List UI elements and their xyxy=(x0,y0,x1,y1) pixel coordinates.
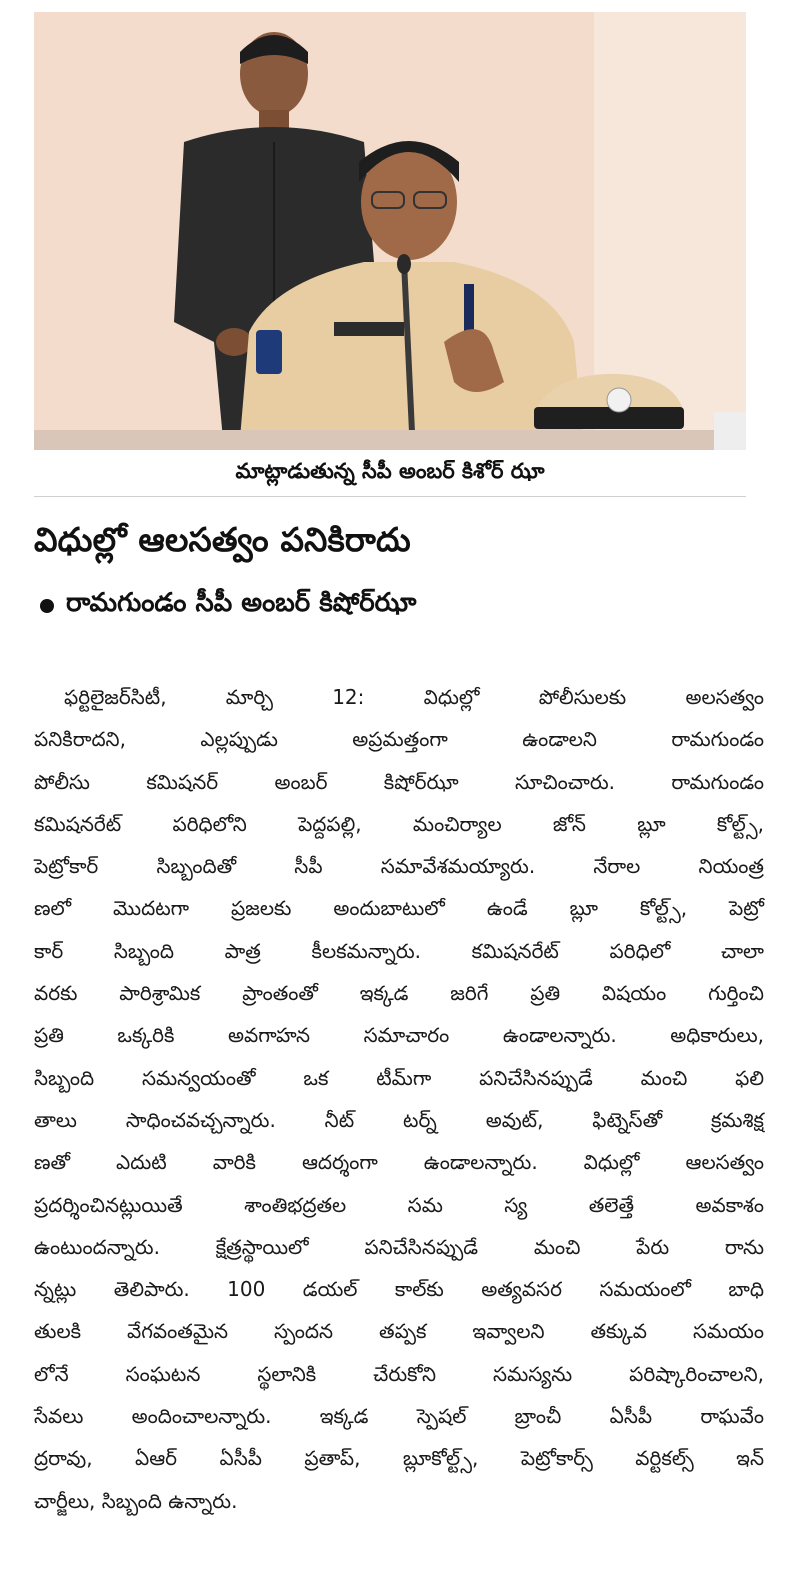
body-line: పెట్రోకార్ సిబ్బందితో సీపీ సమావేశమయ్యారు. నేరాల నియంత్ర xyxy=(34,854,764,879)
bullet-icon xyxy=(40,599,54,613)
body-line: ప్రదర్శించినట్లుయితే శాంతిభద్రతల సమ స్య తలెత్తే అవకాశం xyxy=(34,1192,764,1217)
body-line: లోనే సంఘటన స్థలానికి చేరుకోని సమస్యను పరిష్కారించాలని, xyxy=(34,1361,764,1386)
photo-illustration xyxy=(34,12,746,450)
subheadline-text: రామగుండం సీపీ అంబర్ కిషోర్‌ఝా xyxy=(66,588,417,618)
article-subheadline xyxy=(34,588,764,624)
body-line: కార్ సిబ్బంది పాత్ర కీలకమన్నారు. కమిషనరేట్ పరిధిలో చాలా xyxy=(34,938,764,963)
body-line: ఉంటుందన్నారు. క్షేత్రస్థాయిలో పనిచేసినప్పుడే మంచి పేరు రాను xyxy=(34,1234,764,1259)
body-line: ణలో మొదటగా ప్రజలకు అందుబాటులో ఉండే బ్లూ కోల్ట్స్, పెట్రో xyxy=(34,896,764,921)
body-line: వరకు పారిశ్రామిక ప్రాంతంతో ఇక్కడ జరిగే ప్రతి విషయం గుర్తించి xyxy=(34,981,764,1006)
body-line: సిబ్బంది సమన్వయంతో ఒక టీమ్‌గా పనిచేసినప్పుడే మంచి ఫలి xyxy=(34,1065,764,1090)
article-headline: విధుల్లో ఆలసత్వం పనికిరాదు xyxy=(34,520,411,559)
article-body xyxy=(34,676,764,1522)
body-line: ఫర్టిలైజర్‌సిటీ, మార్చి 12: విధుల్లో పోలీసులకు అలసత్వం xyxy=(64,685,764,709)
body-line: తులకి వేగవంతమైన స్పందన తప్పక ఇవ్వాలని తక్కువ సమయం xyxy=(34,1319,764,1344)
body-line: పోలీసు కమిషనర్ అంబర్ కిషోర్‌ఝా సూచించారు. రామగుండం xyxy=(34,769,764,794)
photo-caption: మాట్లాడుతున్న సీపీ అంబర్ కిశోర్ ఝా xyxy=(34,452,746,497)
body-line: పనికిరాదని, ఎల్లప్పుడు అప్రమత్తంగా ఉండాలని రామగుండం xyxy=(34,727,764,752)
body-line: ప్రతి ఒక్కరికి అవగాహన సమాచారం ఉండాలన్నారు. అధికారులు, xyxy=(34,1023,764,1048)
body-line: సేవలు అందించాలన్నారు. ఇక్కడ స్పెషల్ బ్రాంచీ ఏసీపీ రాఘవేం xyxy=(34,1404,764,1429)
body-line: కమిషనరేట్ పరిధిలోని పెద్దపల్లి, మంచిర్యాల జోన్ బ్లూ కోల్ట్స్, xyxy=(34,811,764,836)
body-line: ద్రరావు, ఏఆర్ ఏసీపీ ప్రతాప్, బ్లూకోల్ట్స్, పెట్రోకార్స్ వర్టికల్స్ ఇన్ xyxy=(34,1446,764,1471)
news-photo xyxy=(34,12,746,450)
body-line: తాలు సాధించవచ్చన్నారు. నీట్ టర్న్ అవుట్, ఫిట్నెస్‌తో క్రమశిక్ష xyxy=(34,1107,764,1132)
body-line: చార్జీలు, సిబ్బంది ఉన్నారు. xyxy=(34,1488,238,1513)
body-line: ణతో ఎదుటి వారికి ఆదర్శంగా ఉండాలన్నారు. విధుల్లో ఆలసత్వం xyxy=(34,1150,764,1175)
body-line: న్నట్లు తెలిపారు. 100 డయల్ కాల్‌కు అత్యవసర సమయంలో బాధి xyxy=(34,1277,764,1302)
